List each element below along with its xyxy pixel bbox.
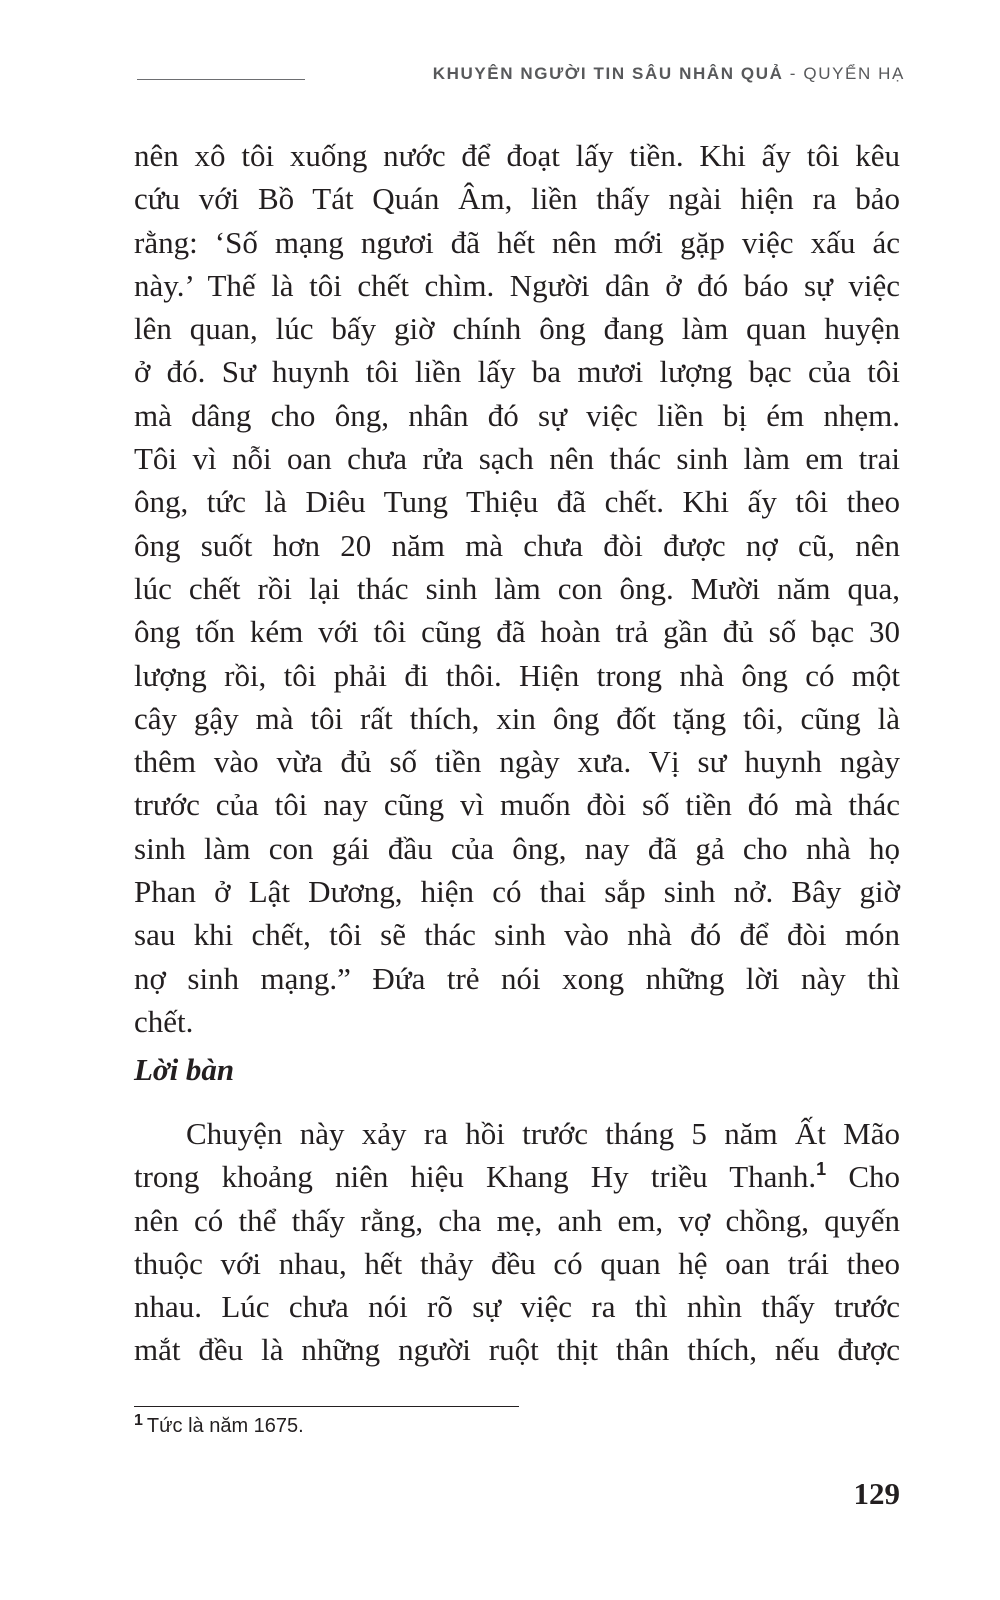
footnote-number: 1 xyxy=(134,1412,143,1429)
text-line: trước của tôi nay cũng vì muốn đòi số tiền đó mà thác xyxy=(134,787,900,823)
text-line: sau khi chết, tôi sẽ thác sinh vào nhà đó để đòi món xyxy=(134,917,900,953)
text-line: này.’ Thế là tôi chết chìm. Người dân ở đó báo sự việc xyxy=(134,267,900,303)
body-paragraph xyxy=(134,134,900,1043)
footnote-rule xyxy=(134,1406,519,1407)
text-line: cứu với Bồ Tát Quán Âm, liền thấy ngài hiện ra bảo xyxy=(134,181,900,217)
book-title: KHUYÊN NGƯỜI TIN SÂU NHÂN QUẢ xyxy=(432,64,784,83)
volume-label: QUYỂN HẠ xyxy=(803,64,905,83)
text-line: Phan ở Lật Dương, hiện có thai sắp sinh nở. Bây giờ xyxy=(134,874,900,910)
text-line: cây gậy mà tôi rất thích, xin ông đốt tặng tôi, cũng là xyxy=(134,700,900,736)
text-line: nhau. Lúc chưa nói rõ sự việc ra thì nhìn thấy trước xyxy=(134,1289,900,1325)
text-segment: trong khoảng niên hiệu Khang Hy triều Thanh. xyxy=(134,1159,817,1195)
text-line: Tôi vì nỗi oan chưa rửa sạch nên thác sinh làm em trai xyxy=(134,441,900,477)
header-rule xyxy=(137,79,305,80)
text-line: rằng: ‘Số mạng ngươi đã hết nên mới gặp việc xấu ác xyxy=(134,224,900,260)
text-line: mắt đều là những người ruột thịt thân thích, nếu được xyxy=(134,1332,900,1368)
running-head xyxy=(433,64,905,84)
text-line: ở đó. Sư huynh tôi liền lấy ba mươi lượng bạc của tôi xyxy=(134,354,900,390)
text-line: lượng rồi, tôi phải đi thôi. Hiện trong nhà ông có một xyxy=(134,657,900,693)
text-line: Chuyện này xảy ra hồi trước tháng 5 năm Ất Mão xyxy=(186,1116,900,1151)
header-separator: - xyxy=(783,64,804,83)
footnote-reference[interactable]: 1 xyxy=(816,1159,827,1180)
text-line: ông tốn kém với tôi cũng đã hoàn trả gần đủ số bạc 30 xyxy=(134,614,900,650)
text-line: nên có thể thấy rằng, cha mẹ, anh em, vợ chồng, quyến xyxy=(134,1202,900,1238)
footnote-text: Tức là năm 1675. xyxy=(146,1415,304,1437)
text-line: ông suốt hơn 20 năm mà chưa đòi được nợ cũ, nên xyxy=(134,527,900,563)
text-line: thêm vào vừa đủ số tiền ngày xưa. Vị sư huynh ngày xyxy=(134,744,900,780)
text-line: thuộc với nhau, hết thảy đều có quan hệ oan trái theo xyxy=(134,1245,900,1281)
page-number: 129 xyxy=(853,1476,900,1511)
footnote xyxy=(134,1412,304,1438)
text-line: lên quan, lúc bấy giờ chính ông đang làm quan huyện xyxy=(134,311,900,347)
text-line: lúc chết rồi lại thác sinh làm con ông. Mười năm qua, xyxy=(134,570,900,606)
section-heading: Lời bàn xyxy=(134,1052,235,1087)
text-line: mà dâng cho ông, nhân đó sự việc liền bị ém nhẹm. xyxy=(134,397,900,433)
text-line: ông, tức là Diêu Tung Thiệu đã chết. Khi ấy tôi theo xyxy=(134,484,900,520)
text-line: nợ sinh mạng.” Đứa trẻ nói xong những lời này thì xyxy=(134,960,900,996)
commentary-paragraph xyxy=(134,1112,900,1372)
text-line: chết. xyxy=(134,1003,194,1039)
text-line xyxy=(134,1155,900,1198)
text-segment: Cho xyxy=(826,1159,900,1195)
text-line: nên xô tôi xuống nước để đoạt lấy tiền. Khi ấy tôi kêu xyxy=(134,138,900,173)
text-line: sinh làm con gái đầu của ông, nay đã gả cho nhà họ xyxy=(134,830,900,866)
